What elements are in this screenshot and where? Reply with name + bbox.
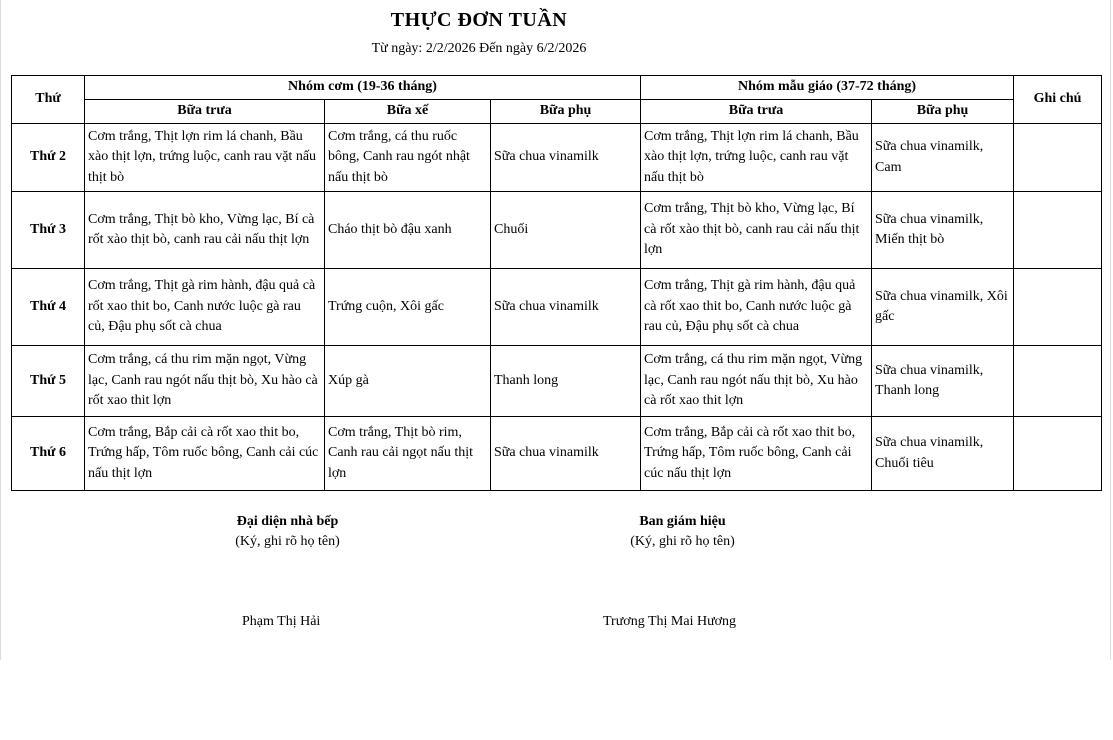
- toddler-lunch-cell: Cơm trắng, Thịt bò kho, Vừng lạc, Bí cà rốt xào thịt bò, canh rau cải nấu thịt lợn: [85, 192, 325, 269]
- kg-snack-cell: Sữa chua vinamilk, Thanh long: [872, 346, 1014, 417]
- toddler-snack-cell: Sữa chua vinamilk: [491, 269, 641, 346]
- notes-cell: [1014, 124, 1102, 192]
- page-title: THỰC ĐƠN TUẦN: [390, 9, 568, 31]
- kg-snack-cell: Sữa chua vinamilk, Chuối tiêu: [872, 417, 1014, 491]
- toddler-lunch-cell: Cơm trắng, Bắp cải cà rốt xao thit bo, Trứng hấp, Tôm ruốc bông, Canh cải cúc nấu thịt lợn: [85, 417, 325, 491]
- toddler-snack-cell: Sữa chua vinamilk: [491, 124, 641, 192]
- board-signature-block: [575, 512, 790, 552]
- notes-cell: [1014, 346, 1102, 417]
- notes-cell: [1014, 269, 1102, 346]
- kg-snack-cell: Sữa chua vinamilk, Miến thịt bò: [872, 192, 1014, 269]
- header-notes: Ghi chú: [1014, 76, 1102, 124]
- toddler-afternoon-cell: Trứng cuộn, Xôi gấc: [325, 269, 491, 346]
- header-group-kindergarten: Nhóm mẫu giáo (37-72 tháng): [641, 76, 1014, 100]
- header-toddler-lunch: Bữa trưa: [85, 100, 325, 124]
- table-row: [12, 417, 1102, 491]
- kg-snack-cell: Sữa chua vinamilk, Xôi gấc: [872, 269, 1014, 346]
- page-edge-left: [0, 0, 1, 660]
- toddler-afternoon-cell: Cơm trắng, cá thu ruốc bông, Canh rau ngót nhật nấu thịt bò: [325, 124, 491, 192]
- kitchen-role: Đại diện nhà bếp: [236, 514, 339, 529]
- board-role: Ban giám hiệu: [639, 514, 726, 529]
- kg-snack-cell: Sữa chua vinamilk, Cam: [872, 124, 1014, 192]
- toddler-afternoon-cell: Xúp gà: [325, 346, 491, 417]
- page-edge-right: [1110, 0, 1111, 660]
- table-row: [12, 269, 1102, 346]
- weekly-menu-table: [11, 75, 1102, 491]
- header-kg-snack: Bữa phụ: [872, 100, 1014, 124]
- kg-lunch-cell: Cơm trắng, Thịt lợn rim lá chanh, Bầu xào thịt lợn, trứng luộc, canh rau vặt nấu thịt bò: [641, 124, 872, 192]
- notes-cell: [1014, 417, 1102, 491]
- notes-cell: [1014, 192, 1102, 269]
- header-group-toddler: Nhóm cơm (19-36 tháng): [85, 76, 641, 100]
- kg-lunch-cell: Cơm trắng, Thịt bò kho, Vừng lạc, Bí cà rốt xào thịt bò, canh rau cải nấu thịt lợn: [641, 192, 872, 269]
- toddler-snack-cell: Thanh long: [491, 346, 641, 417]
- date-range: Từ ngày: 2/2/2026 Đến ngày 6/2/2026: [371, 41, 587, 56]
- day-cell: Thứ 2: [12, 124, 85, 192]
- kitchen-sign-hint: (Ký, ghi rõ họ tên): [235, 534, 340, 549]
- toddler-afternoon-cell: Cơm trắng, Thịt bò rim, Canh rau cải ngọt nấu thịt lợn: [325, 417, 491, 491]
- header-toddler-snack: Bữa phụ: [491, 100, 641, 124]
- day-cell: Thứ 6: [12, 417, 85, 491]
- day-cell: Thứ 4: [12, 269, 85, 346]
- kitchen-signer-name: Phạm Thị Hải: [242, 614, 321, 629]
- kitchen-signature-block: [180, 512, 395, 552]
- toddler-snack-cell: Sữa chua vinamilk: [491, 417, 641, 491]
- header-day: Thứ: [12, 76, 85, 124]
- toddler-snack-cell: Chuối: [491, 192, 641, 269]
- kg-lunch-cell: Cơm trắng, Thịt gà rim hành, đậu quả cà rốt xao thit bo, Canh nước luộc gà rau củ, Đậu phụ sốt cà chua: [641, 269, 872, 346]
- day-cell: Thứ 3: [12, 192, 85, 269]
- toddler-lunch-cell: Cơm trắng, cá thu rim mặn ngọt, Vừng lạc, Canh rau ngót nấu thịt bò, Xu hào cà rốt xao thit lợn: [85, 346, 325, 417]
- table-row: [12, 124, 1102, 192]
- board-signer-name: Trương Thị Mai Hương: [603, 614, 737, 629]
- table-row: [12, 346, 1102, 417]
- board-sign-hint: (Ký, ghi rõ họ tên): [630, 534, 735, 549]
- kg-lunch-cell: Cơm trắng, Bắp cải cà rốt xao thit bo, Trứng hấp, Tôm ruốc bông, Canh cải cúc nấu thịt lợn: [641, 417, 872, 491]
- toddler-afternoon-cell: Cháo thịt bò đậu xanh: [325, 192, 491, 269]
- header-kg-lunch: Bữa trưa: [641, 100, 872, 124]
- header-toddler-afternoon: Bữa xế: [325, 100, 491, 124]
- toddler-lunch-cell: Cơm trắng, Thịt gà rim hành, đậu quả cà rốt xao thit bo, Canh nước luộc gà rau củ, Đậu phụ sốt cà chua: [85, 269, 325, 346]
- kg-lunch-cell: Cơm trắng, cá thu rim mặn ngọt, Vừng lạc, Canh rau ngót nấu thịt bò, Xu hào cà rốt xao thit lợn: [641, 346, 872, 417]
- table-row: [12, 192, 1102, 269]
- toddler-lunch-cell: Cơm trắng, Thịt lợn rim lá chanh, Bầu xào thịt lợn, trứng luộc, canh rau vặt nấu thịt bò: [85, 124, 325, 192]
- day-cell: Thứ 5: [12, 346, 85, 417]
